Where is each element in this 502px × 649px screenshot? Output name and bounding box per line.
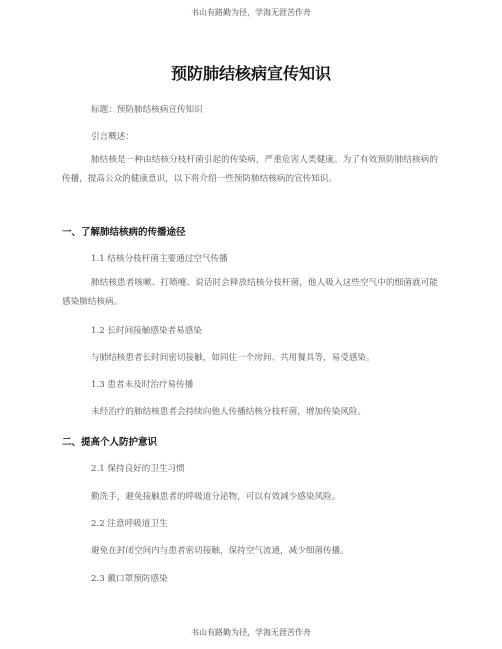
section-heading-1: 一、了解肺结核病的传播途径 — [62, 227, 186, 238]
subheading-2-2: 2.2 注意呼吸道卫生 — [91, 519, 168, 529]
subheading-2-3: 2.3 戴口罩预防感染 — [91, 574, 168, 584]
subheading-1-2: 1.2 长时间接触感染者易感染 — [91, 326, 202, 336]
subtitle-line: 标题：预防肺结核病宣传知识 — [91, 105, 203, 115]
paragraph-2-1: 勤洗手，避免接触患者的呼吸道分泌物，可以有效减少感染风险。 — [91, 492, 341, 502]
subheading-2-1: 2.1 保持良好的卫生习惯 — [91, 464, 185, 474]
paragraph-2-2: 避免在封闭空间内与患者密切接触，保持空气流通，减少细菌传播。 — [91, 546, 349, 556]
page-header: 书山有路勤为径，学海无涯苦作舟 — [191, 8, 311, 17]
paragraph-1-3: 未经治疗的肺结核患者会持续向他人传播结核分枝杆菌，增加传染风险。 — [91, 407, 367, 417]
subheading-1-1: 1.1 结核分枝杆菌主要通过空气传播 — [91, 254, 228, 264]
page-footer: 书山有路勤为径，学海无涯苦作舟 — [191, 628, 311, 637]
document-title: 预防肺结核病宣传知识 — [170, 64, 331, 83]
section-heading-2: 二、提高个人防护意识 — [62, 437, 158, 448]
paragraph-1-1: 肺结核患者咳嗽、打喷嚏、说话时会释放结核分枝杆菌，他人吸入这些空气中的细菌就可能感染肺结核病。 — [62, 278, 438, 307]
intro-label: 引言概述： — [91, 132, 134, 142]
paragraph-1-2: 与肺结核患者长时间密切接触，如同住一个房间、共用餐具等，易受感染。 — [91, 353, 375, 363]
subheading-1-3: 1.3 患者未及时治疗易传播 — [91, 380, 194, 390]
intro-paragraph: 肺结核是一种由结核分枝杆菌引起的传染病，严重危害人类健康。为了有效预防肺结核病的传播，提高公众的健康意识，以下将介绍一些预防肺结核病的宣传知识。 — [62, 155, 438, 184]
